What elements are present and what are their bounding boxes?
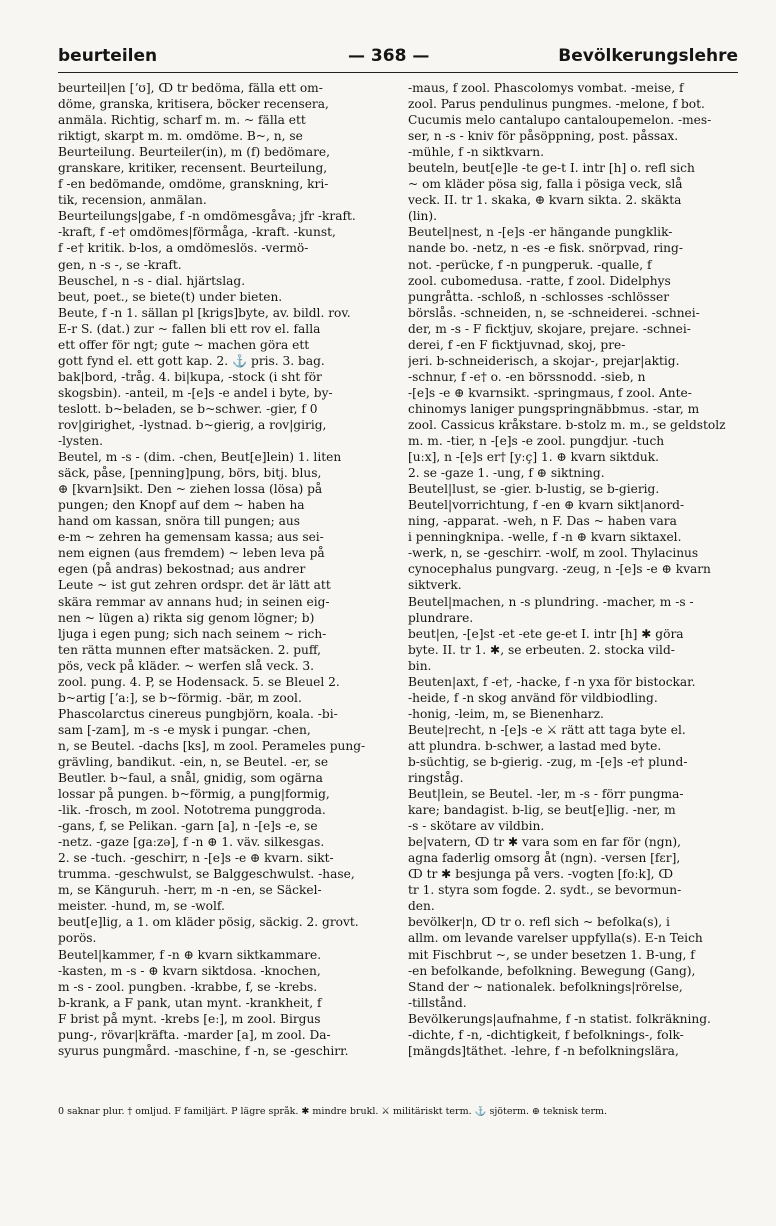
entry-line: Leute ~ ist gut zehren ordspr. det är lätt att	[58, 578, 331, 593]
entry-line: grävling, bandikut. -ein, n, se Beutel. -er, se	[58, 754, 329, 769]
entry-line: nem eignen (aus fremdem) ~ leben leva på	[58, 546, 325, 561]
abbreviation-key: 0 saknar plur. † omljud. F familjärt. P lägre språk. ✱ mindre brukl. ⚔ militäriskt term. ⚓ sjöterm. ⊕ teknisk term.	[58, 1106, 608, 1117]
entry-line: zool. Parus pendulinus pungmes. -melone, f bot.	[408, 97, 705, 112]
entry-line: Bevölkerungs|aufnahme, f -n statist. folkräkning.	[408, 1011, 711, 1026]
entry-line: teslott. b~beladen, se b~schwer. -gier, f 0	[58, 401, 318, 416]
entry-line: Beuschel, n -s - dial. hjärtslag.	[58, 273, 246, 288]
entry-line: rov|girighet, -lystnad. b~gierig, a rov|girig,	[58, 417, 327, 432]
entry-line: be|vatern, ↀ tr ✱ vara som en far för (ngn),	[408, 835, 682, 850]
entry-line: Beutler. b~faul, a snål, gnidig, som ogärna	[58, 771, 323, 786]
entry-line: -lik. -frosch, m zool. Nototrema punggroda.	[58, 803, 326, 818]
entry-line: f -en bedömande, omdöme, granskning, kri-	[58, 177, 329, 192]
entry-line: E-r S. (dat.) zur ~ fallen bli ett rov el. falla	[58, 321, 321, 336]
entry-line: beut|en, -[e]st -et -ete ge-et I. intr [h] ✱ göra	[408, 626, 684, 641]
entry-line: beut[e]lig, a 1. om kläder pösig, säckig. 2. grovt.	[58, 915, 359, 930]
entry-line: beurteil|en [ʼʊ], ↀ tr bedöma, fälla ett om-	[58, 81, 323, 95]
entry-line: allm. om levande varelser uppfylla(s). E-n Teich	[408, 931, 703, 946]
entry-line: syurus pungmård. -maschine, f -n, se -geschirr.	[58, 1043, 349, 1058]
entry-line: den.	[408, 899, 435, 914]
entry-line: agna faderlig omsorg åt (ngn). -versen [fɛr],	[408, 851, 681, 866]
entry-line: Beutel|lust, se -gier. b-lustig, se b-gierig.	[408, 482, 660, 497]
entry-line: ett offer för ngt; gute ~ machen göra ett	[58, 337, 310, 352]
entry-line: 2. se -gaze 1. -ung, f ⊕ siktning.	[408, 466, 605, 481]
entry-line: gott fynd el. ett gott kap. 2. ⚓ pris. 3. bag.	[58, 353, 325, 368]
entry-line: beut, poet., se biete(t) under bieten.	[58, 289, 283, 304]
entry-line: -heide, f -n skog använd för vildbiodling.	[408, 690, 658, 705]
entry-line: plundrare.	[408, 610, 474, 625]
entry-line: zool. Cassicus kråkstare. b-stolz m. m., se geldstolz	[408, 417, 726, 432]
entry-line: F brist på mynt. -krebs [eː], m zool. Birgus	[58, 1011, 321, 1026]
entry-line: [mängds]täthet. -lehre, f -n befolkningslära,	[408, 1043, 679, 1058]
entry-line: siktverk.	[408, 578, 462, 593]
entry-line: porös.	[58, 931, 97, 946]
entry-line: pös, veck på kläder. ~ werfen slå veck. 3.	[58, 658, 315, 673]
entry-line: -en befolkande, befolkning. Bewegung (Gang),	[408, 963, 696, 978]
entry-line: Beutel|vorrichtung, f -en ⊕ kvarn sikt|anord-	[408, 498, 685, 513]
entry-line: Beut|lein, se Beutel. -ler, m -s - förr pungma-	[408, 787, 684, 802]
entry-line: Beute, f -n 1. sällan pl [krigs]byte, av. bildl. rov.	[58, 305, 351, 320]
entry-line: -s - skötare av vildbin.	[408, 819, 545, 834]
header-rule	[58, 72, 738, 73]
entry-line: tik, recension, anmälan.	[58, 193, 207, 208]
entry-line: sam [-zam], m -s -e mysk i pungar. -chen,	[58, 722, 311, 737]
entry-line: m, se Känguruh. -herr, m -n -en, se Säckel-	[58, 883, 322, 898]
entry-line: byte. II. tr 1. ✱, se erbeuten. 2. stocka vild-	[408, 642, 675, 657]
running-header	[58, 42, 738, 72]
entry-line: gen, n -s -, se -kraft.	[58, 257, 182, 272]
entry-line: Beutel, m -s - (dim. -chen, Beut[e]lein) 1. liten	[58, 450, 342, 465]
entry-line: hand om kassan, snöra till pungen; aus	[58, 514, 301, 529]
left-guide-word: beurteilen	[58, 46, 158, 66]
page-number: — 368 —	[348, 46, 430, 66]
entry-line: -maus, f zool. Phascolomys vombat. -meise, f	[408, 81, 684, 95]
entry-line: döme, granska, kritisera, böcker recensera,	[58, 97, 329, 112]
entry-line: -gans, f, se Pelikan. -garn [a], n -[e]s -e, se	[58, 819, 318, 834]
entry-line: Beurteilungs|gabe, f -n omdömesgåva; jfr -kraft.	[58, 209, 356, 224]
entry-line: ljuga i egen pung; sich nach seinem ~ rich-	[58, 626, 327, 641]
entry-line: tr 1. styra som fogde. 2. sydt., se bevormun-	[408, 883, 682, 898]
entry-line: Cucumis melo cantalupo cantaloupemelon. -mes-	[408, 113, 712, 128]
entry-line: Phascolarctus cinereus pungbjörn, koala. -bi-	[58, 706, 338, 721]
entry-line: m -s - zool. pungben. -krabbe, f, se -krebs.	[58, 979, 318, 994]
entry-line: egen (på andras) bekostnad; aus andrer	[58, 562, 306, 577]
entry-line: not. -perücke, f -n pungperuk. -qualle, f	[408, 257, 652, 272]
entry-line: -schnur, f -e† o. -en börssnodd. -sieb, n	[408, 369, 646, 384]
entry-line: Beurteilung. Beurteiler(in), m (f) bedömare,	[58, 145, 331, 160]
entry-line: [uːx], n -[e]s er† [yːç] 1. ⊕ kvarn siktduk.	[408, 450, 660, 465]
entry-line: mit Fischbrut ~, se under besetzen 1. B-ung, f	[408, 947, 695, 962]
entry-line: kare; bandagist. b-lig, se beut[e]lig. -ner, m	[408, 803, 676, 818]
entry-line: -[e]s -e ⊕ kvarnsikt. -springmaus, f zool. Ante-	[408, 385, 692, 400]
entry-line: -dichte, f -n, -dichtigkeit, f befolknings-, folk-	[408, 1027, 684, 1042]
entry-line: -honig, -leim, m, se Bienenharz.	[408, 706, 604, 721]
entry-line: lossar på pungen. b~förmig, a pung|formig,	[58, 787, 330, 802]
entry-line: ten rätta munnen efter matsäcken. 2. puff,	[58, 642, 321, 657]
right-guide-word: Bevölkerungslehre	[558, 46, 738, 66]
entry-line: pung-, rövar|kräfta. -marder [a], m zool. Da-	[58, 1027, 331, 1042]
left-column	[58, 80, 388, 1100]
entry-line: b-süchtig, se b-gierig. -zug, m -[e]s -e† plund-	[408, 754, 688, 769]
right-column	[408, 80, 738, 1100]
entry-line: e-m ~ zehren ha gemensam kassa; aus sei-	[58, 530, 324, 545]
entry-line: n, se Beutel. -dachs [ks], m zool. Perameles pung-	[58, 738, 366, 753]
entry-line: zool. cubomedusa. -ratte, f zool. Didelphys	[408, 273, 671, 288]
entry-line: -mühle, f -n siktkvarn.	[408, 145, 544, 160]
entry-line: f -e† kritik. b-los, a omdömeslös. -vermö-	[58, 241, 309, 256]
entry-line: nen ~ lügen a) rikta sig genom lögner; b)	[58, 610, 315, 625]
entry-line: -werk, n, se -geschirr. -wolf, m zool. Thylacinus	[408, 546, 699, 561]
entry-line: jeri. b-schneiderisch, a skojar-, prejar|aktig.	[408, 353, 680, 368]
entry-line: pungråtta. -schloß, n -schlosses -schlösser	[408, 289, 670, 304]
entry-line: Beutel|machen, n -s plundring. -macher, m -s -	[408, 594, 694, 609]
entry-line: granskare, kritiker, recensent. Beurteilung,	[58, 161, 328, 176]
entry-line: zool. pung. 4. P, se Hodensack. 5. se Bleuel 2.	[58, 674, 340, 689]
entry-line: b~artig [ʼaː], se b~förmig. -bär, m zool.	[58, 690, 302, 705]
entry-line: -netz. -gaze [gaːzə], f -n ⊕ 1. väv. silkesgas.	[58, 835, 325, 850]
entry-line: pungen; den Knopf auf dem ~ haben ha	[58, 498, 305, 513]
entry-line: börslås. -schneiden, n, se -schneiderei. -schnei-	[408, 305, 700, 320]
entry-line: b-krank, a F pank, utan mynt. -krankheit, f	[58, 995, 322, 1010]
entry-line: nande bo. -netz, n -es -e fisk. snörpvad, ring-	[408, 241, 683, 256]
entry-line: bak|bord, -tråg. 4. bi|kupa, -stock (i sht för	[58, 369, 322, 384]
entry-line: veck. II. tr 1. skaka, ⊕ kvarn sikta. 2. skäkta	[408, 193, 682, 208]
entry-line: ringståg.	[408, 771, 464, 786]
entry-line: ↀ tr ✱ besjunga på vers. -vogten [foːk], ↀ	[408, 867, 674, 882]
entry-line: säck, påse, [penning]pung, börs, bitj. blus,	[58, 466, 322, 481]
entry-line: ~ om kläder pösa sig, falla i pösiga veck, slå	[408, 177, 683, 192]
entry-line: (lin).	[408, 209, 438, 224]
entry-line: meister. -hund, m, se -wolf.	[58, 899, 225, 914]
entry-line: derei, f -en F ficktjuvnad, skoj, pre-	[408, 337, 626, 352]
entry-line: ⊕ [kvarn]sikt. Den ~ ziehen lossa (lösa) på	[58, 482, 323, 497]
entry-line: chinomys laniger pungspringnäbbmus. -star, m	[408, 401, 700, 416]
entry-line: Beutel|kammer, f -n ⊕ kvarn siktkammare.	[58, 947, 322, 962]
entry-line: i penningknipa. -welle, f -n ⊕ kvarn siktaxel.	[408, 530, 682, 545]
entry-line: Beutel|nest, n -[e]s -er hängande pungklik-	[408, 225, 673, 240]
entry-line: bin.	[408, 658, 432, 673]
entry-line: Stand der ~ nationalek. befolknings|rörelse,	[408, 979, 683, 994]
entry-line: riktigt, skarpt m. m. omdöme. B~, n, se	[58, 129, 303, 144]
entry-line: -tillstånd.	[408, 995, 467, 1010]
entry-line: 2. se -tuch. -geschirr, n -[e]s -e ⊕ kvarn. sikt-	[58, 851, 334, 866]
entry-line: -kraft, f -e† omdömes|förmåga, -kraft. -kunst,	[58, 225, 336, 240]
entry-line: trumma. -geschwulst, se Balggeschwulst. -hase,	[58, 867, 355, 882]
entry-line: Beuten|axt, f -e†, -hacke, f -n yxa för bistockar.	[408, 674, 696, 689]
entry-line: skära remmar av annans hud; in seinen eig-	[58, 594, 330, 609]
entry-line: -kasten, m -s - ⊕ kvarn siktdosa. -knochen,	[58, 963, 321, 978]
entry-line: att plundra. b-schwer, a lastad med byte.	[408, 738, 662, 753]
entry-line: -lysten.	[58, 434, 103, 449]
entry-line: beuteln, beut[e]le -te ge-t I. intr [h] o. refl sich	[408, 161, 695, 176]
entry-line: ning, -apparat. -weh, n F. Das ~ haben vara	[408, 514, 677, 529]
entry-line: bevölker|n, ↀ tr o. refl sich ~ befolka(s), i	[408, 915, 670, 930]
entry-line: m. m. -tier, n -[e]s -e zool. pungdjur. -tuch	[408, 434, 665, 449]
entry-line: der, m -s - F ficktjuv, skojare, prejare. -schnei-	[408, 321, 691, 336]
entry-line: anmäla. Richtig, scharf m. m. ~ fälla ett	[58, 113, 306, 128]
entry-line: cynocephalus pungvarg. -zeug, n -[e]s -e ⊕ kvarn	[408, 562, 711, 577]
entry-line: ser, n -s - kniv för påsöppning, post. påssax.	[408, 129, 679, 144]
entry-line: skogsbin). -anteil, m -[e]s -e andel i byte, by-	[58, 385, 333, 400]
entry-line: Beute|recht, n -[e]s -e ⚔ rätt att taga byte el.	[408, 722, 686, 737]
